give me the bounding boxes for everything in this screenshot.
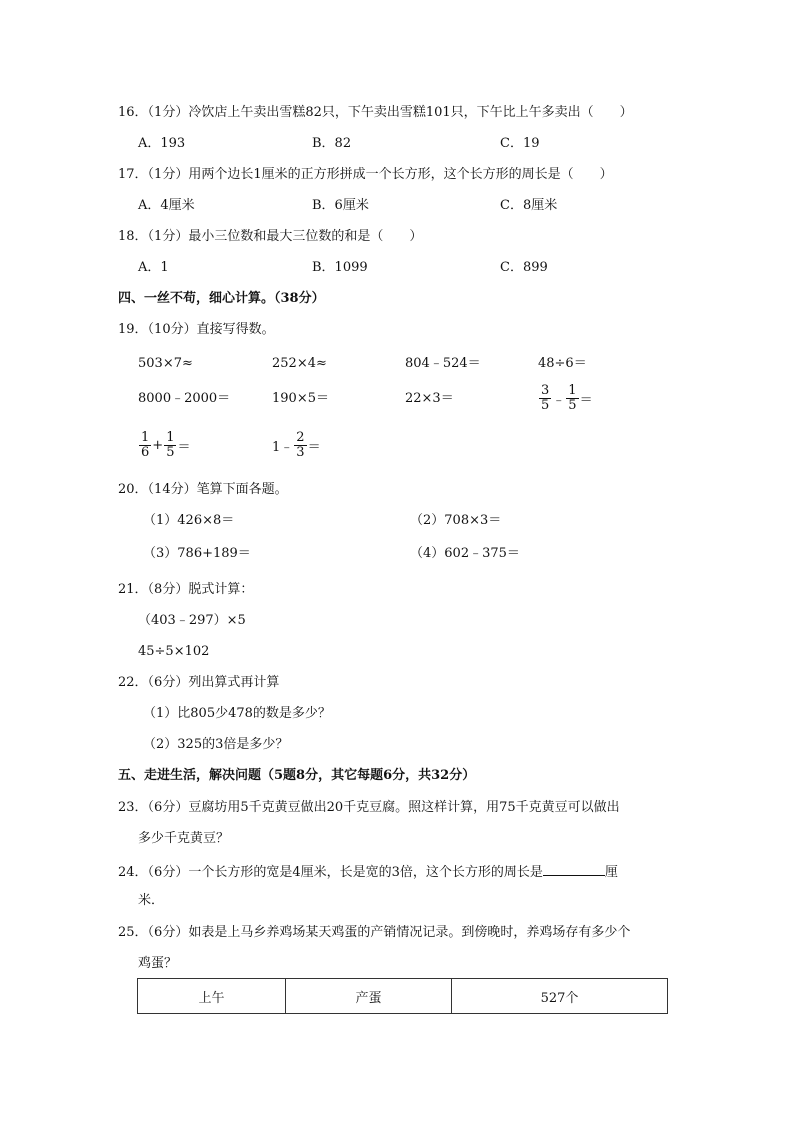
table-cell: 产蛋 <box>286 979 452 1014</box>
q20-item: （2）708×3＝ <box>410 513 502 528</box>
q19-fraction-expression-b: $\frac{1}{6}$ + $\frac{1}{5}$ ＝ <box>141 430 191 460</box>
q22-item: （2）325的3倍是多少？ <box>143 737 289 752</box>
q18-option-a[interactable]: A．1 <box>138 260 169 275</box>
q18-option-b[interactable]: B．1099 <box>312 260 368 275</box>
q22-item: （1）比805少478的数是多少？ <box>143 706 331 721</box>
q16-option-a[interactable]: A．193 <box>138 136 186 151</box>
q23-line-2: 多少千克黄豆？ <box>138 831 230 846</box>
q20-item: （3）786+189＝ <box>143 546 251 561</box>
q25-line-2: 鸡蛋？ <box>138 956 178 971</box>
q19-stem: 19．（10分）直接写得数。 <box>118 322 275 337</box>
q16-stem: 16．（1分）冷饮店上午卖出雪糕82只，下午卖出雪糕101只，下午比上午多卖出（ ） <box>118 105 633 120</box>
q19-fraction-expression-a: $\frac{3}{5}$ ﹣ $\frac{1}{5}$ ＝ <box>541 383 593 413</box>
q19-item: 252×4≈ <box>272 356 327 371</box>
q16-option-b[interactable]: B．82 <box>312 136 352 151</box>
fraction: $\frac{3}{5}$ <box>541 383 550 413</box>
table-cell: 上午 <box>138 979 286 1014</box>
answer-blank[interactable] <box>543 861 605 876</box>
q21-item: （403﹣297）×5 <box>138 613 246 628</box>
q16-option-c[interactable]: C．19 <box>500 136 540 151</box>
q17-stem: 17．（1分）用两个边长1厘米的正方形拼成一个长方形，这个长方形的周长是（ ） <box>118 167 613 182</box>
q19-item: 22×3＝ <box>405 391 454 406</box>
section-4-title: 四、一丝不苟，细心计算。（38分） <box>118 291 325 306</box>
q19-item: 503×7≈ <box>138 356 193 371</box>
q23-line-1: 23．（6分）豆腐坊用5千克黄豆做出20千克豆腐。照这样计算，用75千克黄豆可以做出 <box>118 800 620 815</box>
section-5-title: 五、走进生活，解决问题（5题8分，其它每题6分，共32分） <box>118 768 476 783</box>
q24-line-2: 米． <box>138 893 165 908</box>
q20-item: （4）602﹣375＝ <box>410 546 520 561</box>
q25-line-1: 25．（6分）如表是上马乡养鸡场某天鸡蛋的产销情况记录。到傍晚时，养鸡场存有多少个 <box>118 925 631 940</box>
q19-fraction-expression-c: 1﹣ $\frac{2}{3}$ ＝ <box>272 430 321 460</box>
q20-item: （1）426×8＝ <box>143 513 235 528</box>
egg-record-table <box>137 978 668 1014</box>
table-cell: 527个 <box>452 979 668 1014</box>
fraction: $\frac{1}{6}$ <box>141 430 150 460</box>
q20-stem: 20．（14分）笔算下面各题。 <box>118 482 288 497</box>
q19-item: 8000﹣2000＝ <box>138 391 231 406</box>
fraction: $\frac{1}{5}$ <box>568 383 577 413</box>
q17-option-b[interactable]: B．6厘米 <box>312 198 369 213</box>
q19-item: 48÷6＝ <box>538 356 587 371</box>
fraction: $\frac{2}{3}$ <box>296 430 305 460</box>
q19-item: 190×5＝ <box>272 391 329 406</box>
table-row <box>138 979 668 1014</box>
q19-item: 804﹣524＝ <box>405 356 481 371</box>
q21-stem: 21．（8分）脱式计算： <box>118 582 254 597</box>
q22-stem: 22．（6分）列出算式再计算 <box>118 675 280 690</box>
q24-line-1: 24．（6分）一个长方形的宽是4厘米，长是宽的3倍，这个长方形的周长是 厘 <box>118 861 618 882</box>
q17-option-c[interactable]: C．8厘米 <box>500 198 558 213</box>
fraction: $\frac{1}{5}$ <box>166 430 175 460</box>
q18-option-c[interactable]: C．899 <box>500 260 548 275</box>
q17-option-a[interactable]: A．4厘米 <box>138 198 195 213</box>
q18-stem: 18．（1分）最小三位数和最大三位数的和是（ ） <box>118 229 423 244</box>
q21-item: 45÷5×102 <box>138 644 210 659</box>
